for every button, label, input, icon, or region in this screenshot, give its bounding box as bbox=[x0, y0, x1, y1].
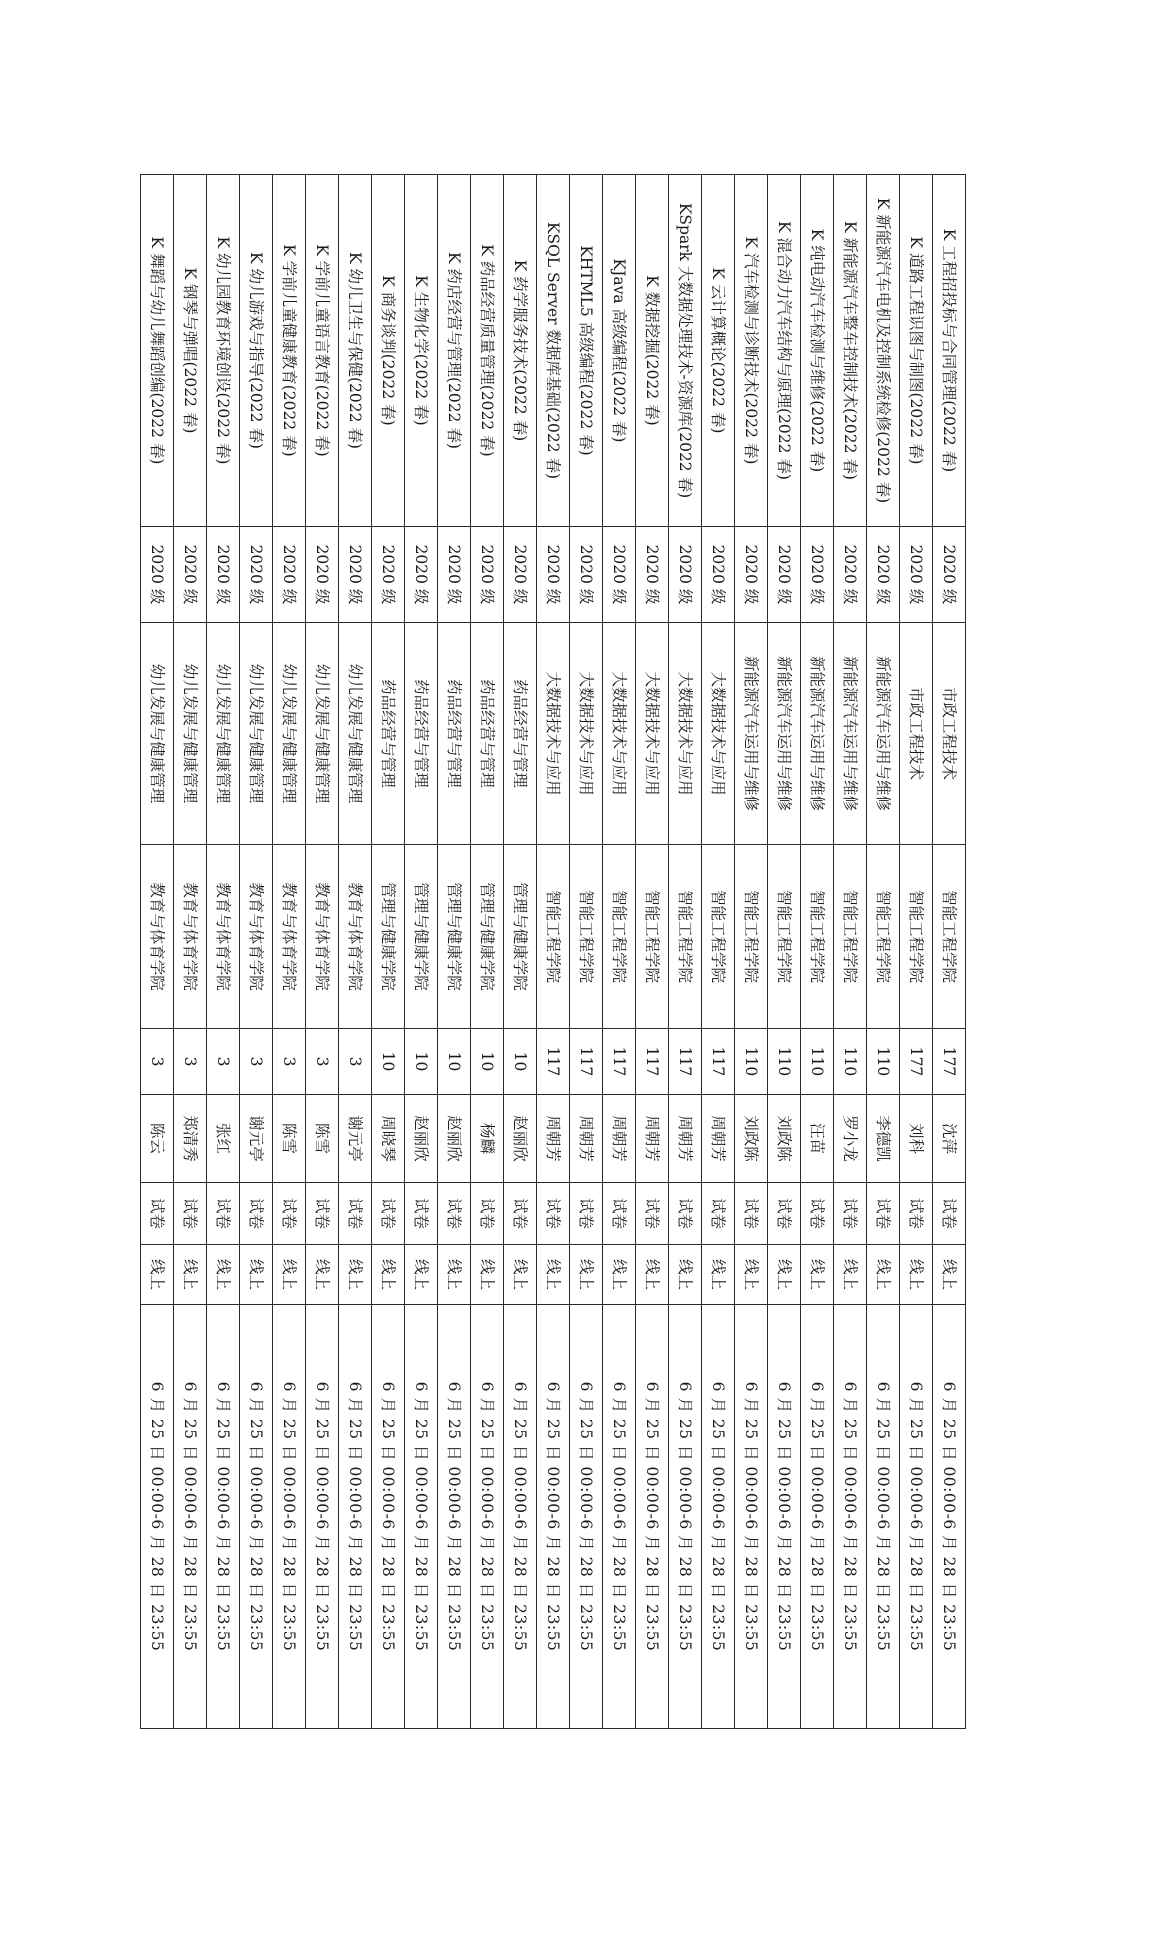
student-count-cell: 3 bbox=[339, 1029, 372, 1095]
student-count-cell: 110 bbox=[867, 1029, 900, 1095]
course-name-cell: K 工程招投标与合同管理(2022 春) bbox=[933, 175, 966, 527]
exam-mode-cell: 线上 bbox=[240, 1245, 273, 1305]
student-count-cell: 3 bbox=[207, 1029, 240, 1095]
college-cell: 教育与体育学院 bbox=[240, 845, 273, 1029]
exam-mode-cell: 线上 bbox=[207, 1245, 240, 1305]
table-row bbox=[240, 175, 273, 1729]
course-name-cell: K 道路工程识图与制图(2022 春) bbox=[900, 175, 933, 527]
exam-time-cell: 6 月 25 日 00:00-6 月 28 日 23:55 bbox=[438, 1305, 471, 1729]
college-cell: 管理与健康学院 bbox=[405, 845, 438, 1029]
grade-cell: 2020 级 bbox=[372, 527, 405, 623]
course-name-cell: K 汽车检测与诊断技术(2022 春) bbox=[735, 175, 768, 527]
grade-cell: 2020 级 bbox=[867, 527, 900, 623]
exam-time-cell: 6 月 25 日 00:00-6 月 28 日 23:55 bbox=[570, 1305, 603, 1729]
exam-time-cell: 6 月 25 日 00:00-6 月 28 日 23:55 bbox=[636, 1305, 669, 1729]
exam-type-cell: 试卷 bbox=[438, 1183, 471, 1245]
exam-mode-cell: 线上 bbox=[636, 1245, 669, 1305]
course-name-cell: K 舞蹈与幼儿舞蹈创编(2022 春) bbox=[141, 175, 174, 527]
exam-type-cell: 试卷 bbox=[702, 1183, 735, 1245]
major-cell: 幼儿发展与健康管理 bbox=[306, 623, 339, 845]
grade-cell: 2020 级 bbox=[273, 527, 306, 623]
course-name-cell: K 幼儿卫生与保健(2022 春) bbox=[339, 175, 372, 527]
exam-time-cell: 6 月 25 日 00:00-6 月 28 日 23:55 bbox=[339, 1305, 372, 1729]
exam-type-cell: 试卷 bbox=[240, 1183, 273, 1245]
exam-type-cell: 试卷 bbox=[273, 1183, 306, 1245]
teacher-cell: 周晓琴 bbox=[372, 1095, 405, 1183]
student-count-cell: 110 bbox=[768, 1029, 801, 1095]
table-row bbox=[537, 175, 570, 1729]
table-row bbox=[669, 175, 702, 1729]
table-row bbox=[273, 175, 306, 1729]
exam-time-cell: 6 月 25 日 00:00-6 月 28 日 23:55 bbox=[834, 1305, 867, 1729]
grade-cell: 2020 级 bbox=[669, 527, 702, 623]
course-name-cell: K 混合动力汽车结构与原理(2022 春) bbox=[768, 175, 801, 527]
table-row bbox=[735, 175, 768, 1729]
grade-cell: 2020 级 bbox=[702, 527, 735, 623]
exam-time-cell: 6 月 25 日 00:00-6 月 28 日 23:55 bbox=[405, 1305, 438, 1729]
exam-mode-cell: 线上 bbox=[801, 1245, 834, 1305]
student-count-cell: 3 bbox=[240, 1029, 273, 1095]
teacher-cell: 赵丽欣 bbox=[405, 1095, 438, 1183]
teacher-cell: 周朝芳 bbox=[669, 1095, 702, 1183]
exam-time-cell: 6 月 25 日 00:00-6 月 28 日 23:55 bbox=[537, 1305, 570, 1729]
exam-mode-cell: 线上 bbox=[900, 1245, 933, 1305]
course-name-cell: K 生物化学(2022 春) bbox=[405, 175, 438, 527]
exam-mode-cell: 线上 bbox=[669, 1245, 702, 1305]
student-count-cell: 3 bbox=[174, 1029, 207, 1095]
grade-cell: 2020 级 bbox=[735, 527, 768, 623]
grade-cell: 2020 级 bbox=[438, 527, 471, 623]
student-count-cell: 177 bbox=[900, 1029, 933, 1095]
exam-time-cell: 6 月 25 日 00:00-6 月 28 日 23:55 bbox=[240, 1305, 273, 1729]
course-name-cell: K 学前儿童语言教育(2022 春) bbox=[306, 175, 339, 527]
exam-type-cell: 试卷 bbox=[570, 1183, 603, 1245]
grade-cell: 2020 级 bbox=[900, 527, 933, 623]
exam-type-cell: 试卷 bbox=[141, 1183, 174, 1245]
college-cell: 管理与健康学院 bbox=[504, 845, 537, 1029]
table-row bbox=[900, 175, 933, 1729]
course-name-cell: K 云计算概论(2022 春) bbox=[702, 175, 735, 527]
major-cell: 新能源汽车运用与维修 bbox=[735, 623, 768, 845]
student-count-cell: 117 bbox=[537, 1029, 570, 1095]
table-row bbox=[504, 175, 537, 1729]
teacher-cell: 李德凯 bbox=[867, 1095, 900, 1183]
course-name-cell: K 新能源汽车整车控制技术(2022 春) bbox=[834, 175, 867, 527]
exam-time-cell: 6 月 25 日 00:00-6 月 28 日 23:55 bbox=[768, 1305, 801, 1729]
major-cell: 大数据技术与应用 bbox=[603, 623, 636, 845]
exam-type-cell: 试卷 bbox=[174, 1183, 207, 1245]
exam-time-cell: 6 月 25 日 00:00-6 月 28 日 23:55 bbox=[504, 1305, 537, 1729]
course-name-cell: KHTML5 高级编程(2022 春) bbox=[570, 175, 603, 527]
table-row bbox=[603, 175, 636, 1729]
exam-time-cell: 6 月 25 日 00:00-6 月 28 日 23:55 bbox=[867, 1305, 900, 1729]
exam-time-cell: 6 月 25 日 00:00-6 月 28 日 23:55 bbox=[603, 1305, 636, 1729]
table-row bbox=[306, 175, 339, 1729]
exam-time-cell: 6 月 25 日 00:00-6 月 28 日 23:55 bbox=[372, 1305, 405, 1729]
major-cell: 药品经营与管理 bbox=[471, 623, 504, 845]
grade-cell: 2020 级 bbox=[504, 527, 537, 623]
exam-type-cell: 试卷 bbox=[801, 1183, 834, 1245]
exam-time-cell: 6 月 25 日 00:00-6 月 28 日 23:55 bbox=[735, 1305, 768, 1729]
major-cell: 新能源汽车运用与维修 bbox=[768, 623, 801, 845]
exam-mode-cell: 线上 bbox=[504, 1245, 537, 1305]
teacher-cell: 杨麟 bbox=[471, 1095, 504, 1183]
exam-mode-cell: 线上 bbox=[702, 1245, 735, 1305]
student-count-cell: 3 bbox=[141, 1029, 174, 1095]
exam-time-cell: 6 月 25 日 00:00-6 月 28 日 23:55 bbox=[801, 1305, 834, 1729]
exam-type-cell: 试卷 bbox=[207, 1183, 240, 1245]
student-count-cell: 10 bbox=[372, 1029, 405, 1095]
teacher-cell: 赵丽欣 bbox=[504, 1095, 537, 1183]
teacher-cell: 周朝芳 bbox=[570, 1095, 603, 1183]
exam-time-cell: 6 月 25 日 00:00-6 月 28 日 23:55 bbox=[900, 1305, 933, 1729]
exam-type-cell: 试卷 bbox=[537, 1183, 570, 1245]
major-cell: 新能源汽车运用与维修 bbox=[834, 623, 867, 845]
table-row bbox=[636, 175, 669, 1729]
exam-type-cell: 试卷 bbox=[900, 1183, 933, 1245]
exam-time-cell: 6 月 25 日 00:00-6 月 28 日 23:55 bbox=[306, 1305, 339, 1729]
teacher-cell: 赵丽欣 bbox=[438, 1095, 471, 1183]
teacher-cell: 周朝芳 bbox=[537, 1095, 570, 1183]
major-cell: 幼儿发展与健康管理 bbox=[207, 623, 240, 845]
grade-cell: 2020 级 bbox=[834, 527, 867, 623]
grade-cell: 2020 级 bbox=[636, 527, 669, 623]
exam-type-cell: 试卷 bbox=[834, 1183, 867, 1245]
college-cell: 智能工程学院 bbox=[570, 845, 603, 1029]
table-row bbox=[867, 175, 900, 1729]
student-count-cell: 117 bbox=[603, 1029, 636, 1095]
exam-type-cell: 试卷 bbox=[306, 1183, 339, 1245]
college-cell: 管理与健康学院 bbox=[372, 845, 405, 1029]
major-cell: 幼儿发展与健康管理 bbox=[141, 623, 174, 845]
grade-cell: 2020 级 bbox=[801, 527, 834, 623]
college-cell: 智能工程学院 bbox=[834, 845, 867, 1029]
student-count-cell: 3 bbox=[273, 1029, 306, 1095]
course-name-cell: KSQL Server 数据库基础(2022 春) bbox=[537, 175, 570, 527]
table-row bbox=[570, 175, 603, 1729]
college-cell: 智能工程学院 bbox=[669, 845, 702, 1029]
major-cell: 药品经营与管理 bbox=[405, 623, 438, 845]
college-cell: 智能工程学院 bbox=[867, 845, 900, 1029]
table-row bbox=[372, 175, 405, 1729]
exam-mode-cell: 线上 bbox=[372, 1245, 405, 1305]
exam-mode-cell: 线上 bbox=[537, 1245, 570, 1305]
exam-type-cell: 试卷 bbox=[603, 1183, 636, 1245]
exam-mode-cell: 线上 bbox=[438, 1245, 471, 1305]
course-name-cell: K 药学服务技术(2022 春) bbox=[504, 175, 537, 527]
major-cell: 市政工程技术 bbox=[933, 623, 966, 845]
exam-type-cell: 试卷 bbox=[735, 1183, 768, 1245]
student-count-cell: 10 bbox=[504, 1029, 537, 1095]
college-cell: 智能工程学院 bbox=[900, 845, 933, 1029]
college-cell: 智能工程学院 bbox=[768, 845, 801, 1029]
exam-mode-cell: 线上 bbox=[735, 1245, 768, 1305]
document-page bbox=[148, 174, 966, 1728]
exam-type-cell: 试卷 bbox=[768, 1183, 801, 1245]
course-name-cell: K 数据挖掘(2022 春) bbox=[636, 175, 669, 527]
college-cell: 教育与体育学院 bbox=[273, 845, 306, 1029]
exam-time-cell: 6 月 25 日 00:00-6 月 28 日 23:55 bbox=[471, 1305, 504, 1729]
grade-cell: 2020 级 bbox=[603, 527, 636, 623]
teacher-cell: 谢元亭 bbox=[240, 1095, 273, 1183]
teacher-cell: 陈云 bbox=[141, 1095, 174, 1183]
teacher-cell: 谢元亭 bbox=[339, 1095, 372, 1183]
exam-type-cell: 试卷 bbox=[372, 1183, 405, 1245]
exam-type-cell: 试卷 bbox=[471, 1183, 504, 1245]
course-name-cell: K 幼儿游戏与指导(2022 春) bbox=[240, 175, 273, 527]
student-count-cell: 177 bbox=[933, 1029, 966, 1095]
course-name-cell: K 药品经营质量管理(2022 春) bbox=[471, 175, 504, 527]
major-cell: 药品经营与管理 bbox=[504, 623, 537, 845]
student-count-cell: 117 bbox=[570, 1029, 603, 1095]
exam-type-cell: 试卷 bbox=[867, 1183, 900, 1245]
student-count-cell: 10 bbox=[471, 1029, 504, 1095]
exam-type-cell: 试卷 bbox=[504, 1183, 537, 1245]
exam-mode-cell: 线上 bbox=[273, 1245, 306, 1305]
college-cell: 教育与体育学院 bbox=[339, 845, 372, 1029]
exam-mode-cell: 线上 bbox=[141, 1245, 174, 1305]
exam-time-cell: 6 月 25 日 00:00-6 月 28 日 23:55 bbox=[207, 1305, 240, 1729]
college-cell: 管理与健康学院 bbox=[471, 845, 504, 1029]
course-name-cell: K 学前儿童健康教育(2022 春) bbox=[273, 175, 306, 527]
college-cell: 管理与健康学院 bbox=[438, 845, 471, 1029]
teacher-cell: 周朝芳 bbox=[636, 1095, 669, 1183]
teacher-cell: 刘政陈 bbox=[768, 1095, 801, 1183]
major-cell: 大数据技术与应用 bbox=[537, 623, 570, 845]
grade-cell: 2020 级 bbox=[570, 527, 603, 623]
grade-cell: 2020 级 bbox=[768, 527, 801, 623]
major-cell: 新能源汽车运用与维修 bbox=[801, 623, 834, 845]
teacher-cell: 罗小龙 bbox=[834, 1095, 867, 1183]
exam-mode-cell: 线上 bbox=[933, 1245, 966, 1305]
exam-type-cell: 试卷 bbox=[339, 1183, 372, 1245]
table-row bbox=[339, 175, 372, 1729]
college-cell: 智能工程学院 bbox=[801, 845, 834, 1029]
exam-schedule-table bbox=[140, 174, 966, 1729]
course-name-cell: K 商务谈判(2022 春) bbox=[372, 175, 405, 527]
exam-time-cell: 6 月 25 日 00:00-6 月 28 日 23:55 bbox=[933, 1305, 966, 1729]
exam-mode-cell: 线上 bbox=[339, 1245, 372, 1305]
college-cell: 教育与体育学院 bbox=[306, 845, 339, 1029]
student-count-cell: 110 bbox=[735, 1029, 768, 1095]
student-count-cell: 10 bbox=[405, 1029, 438, 1095]
table-row bbox=[438, 175, 471, 1729]
teacher-cell: 陈雪 bbox=[273, 1095, 306, 1183]
exam-mode-cell: 线上 bbox=[174, 1245, 207, 1305]
table-row bbox=[768, 175, 801, 1729]
grade-cell: 2020 级 bbox=[405, 527, 438, 623]
course-name-cell: K 药店经营与管理(2022 春) bbox=[438, 175, 471, 527]
major-cell: 大数据技术与应用 bbox=[570, 623, 603, 845]
exam-type-cell: 试卷 bbox=[669, 1183, 702, 1245]
teacher-cell: 沈萍 bbox=[933, 1095, 966, 1183]
course-name-cell: KSpark 大数据处理技术-资源库(2022 春) bbox=[669, 175, 702, 527]
exam-mode-cell: 线上 bbox=[570, 1245, 603, 1305]
major-cell: 幼儿发展与健康管理 bbox=[273, 623, 306, 845]
teacher-cell: 张红 bbox=[207, 1095, 240, 1183]
teacher-cell: 陈雪 bbox=[306, 1095, 339, 1183]
exam-time-cell: 6 月 25 日 00:00-6 月 28 日 23:55 bbox=[702, 1305, 735, 1729]
exam-time-cell: 6 月 25 日 00:00-6 月 28 日 23:55 bbox=[141, 1305, 174, 1729]
college-cell: 教育与体育学院 bbox=[207, 845, 240, 1029]
college-cell: 智能工程学院 bbox=[537, 845, 570, 1029]
college-cell: 智能工程学院 bbox=[603, 845, 636, 1029]
grade-cell: 2020 级 bbox=[933, 527, 966, 623]
college-cell: 教育与体育学院 bbox=[174, 845, 207, 1029]
teacher-cell: 刘政陈 bbox=[735, 1095, 768, 1183]
major-cell: 幼儿发展与健康管理 bbox=[174, 623, 207, 845]
major-cell: 新能源汽车运用与维修 bbox=[867, 623, 900, 845]
exam-mode-cell: 线上 bbox=[471, 1245, 504, 1305]
grade-cell: 2020 级 bbox=[141, 527, 174, 623]
teacher-cell: 周朝芳 bbox=[603, 1095, 636, 1183]
exam-mode-cell: 线上 bbox=[768, 1245, 801, 1305]
exam-mode-cell: 线上 bbox=[405, 1245, 438, 1305]
exam-mode-cell: 线上 bbox=[603, 1245, 636, 1305]
exam-mode-cell: 线上 bbox=[867, 1245, 900, 1305]
exam-type-cell: 试卷 bbox=[405, 1183, 438, 1245]
exam-mode-cell: 线上 bbox=[306, 1245, 339, 1305]
table-row bbox=[933, 175, 966, 1729]
grade-cell: 2020 级 bbox=[174, 527, 207, 623]
table-row bbox=[471, 175, 504, 1729]
student-count-cell: 117 bbox=[702, 1029, 735, 1095]
student-count-cell: 3 bbox=[306, 1029, 339, 1095]
grade-cell: 2020 级 bbox=[207, 527, 240, 623]
major-cell: 幼儿发展与健康管理 bbox=[339, 623, 372, 845]
college-cell: 教育与体育学院 bbox=[141, 845, 174, 1029]
table-row bbox=[141, 175, 174, 1729]
student-count-cell: 110 bbox=[801, 1029, 834, 1095]
table-body bbox=[141, 175, 966, 1729]
college-cell: 智能工程学院 bbox=[636, 845, 669, 1029]
grade-cell: 2020 级 bbox=[471, 527, 504, 623]
table-row bbox=[174, 175, 207, 1729]
table-row bbox=[801, 175, 834, 1729]
student-count-cell: 117 bbox=[669, 1029, 702, 1095]
table-row bbox=[834, 175, 867, 1729]
course-name-cell: K 幼儿园教育环境创设(2022 春) bbox=[207, 175, 240, 527]
exam-time-cell: 6 月 25 日 00:00-6 月 28 日 23:55 bbox=[669, 1305, 702, 1729]
college-cell: 智能工程学院 bbox=[735, 845, 768, 1029]
course-name-cell: K 新能源汽车电机及控制系统检修(2022 春) bbox=[867, 175, 900, 527]
grade-cell: 2020 级 bbox=[339, 527, 372, 623]
teacher-cell: 刘科 bbox=[900, 1095, 933, 1183]
teacher-cell: 郑清秀 bbox=[174, 1095, 207, 1183]
table-row bbox=[405, 175, 438, 1729]
major-cell: 大数据技术与应用 bbox=[636, 623, 669, 845]
grade-cell: 2020 级 bbox=[306, 527, 339, 623]
exam-type-cell: 试卷 bbox=[933, 1183, 966, 1245]
exam-time-cell: 6 月 25 日 00:00-6 月 28 日 23:55 bbox=[273, 1305, 306, 1729]
course-name-cell: K 纯电动汽车检测与维修(2022 春) bbox=[801, 175, 834, 527]
student-count-cell: 117 bbox=[636, 1029, 669, 1095]
major-cell: 市政工程技术 bbox=[900, 623, 933, 845]
teacher-cell: 汪苗 bbox=[801, 1095, 834, 1183]
teacher-cell: 周朝芳 bbox=[702, 1095, 735, 1183]
major-cell: 大数据技术与应用 bbox=[702, 623, 735, 845]
exam-time-cell: 6 月 25 日 00:00-6 月 28 日 23:55 bbox=[174, 1305, 207, 1729]
major-cell: 药品经营与管理 bbox=[438, 623, 471, 845]
major-cell: 大数据技术与应用 bbox=[669, 623, 702, 845]
student-count-cell: 10 bbox=[438, 1029, 471, 1095]
course-name-cell: KJava 高级编程(2022 春) bbox=[603, 175, 636, 527]
major-cell: 药品经营与管理 bbox=[372, 623, 405, 845]
college-cell: 智能工程学院 bbox=[933, 845, 966, 1029]
college-cell: 智能工程学院 bbox=[702, 845, 735, 1029]
exam-mode-cell: 线上 bbox=[834, 1245, 867, 1305]
grade-cell: 2020 级 bbox=[537, 527, 570, 623]
student-count-cell: 110 bbox=[834, 1029, 867, 1095]
table-row bbox=[207, 175, 240, 1729]
exam-type-cell: 试卷 bbox=[636, 1183, 669, 1245]
major-cell: 幼儿发展与健康管理 bbox=[240, 623, 273, 845]
course-name-cell: K 钢琴与弹唱(2022 春) bbox=[174, 175, 207, 527]
grade-cell: 2020 级 bbox=[240, 527, 273, 623]
table-row bbox=[702, 175, 735, 1729]
